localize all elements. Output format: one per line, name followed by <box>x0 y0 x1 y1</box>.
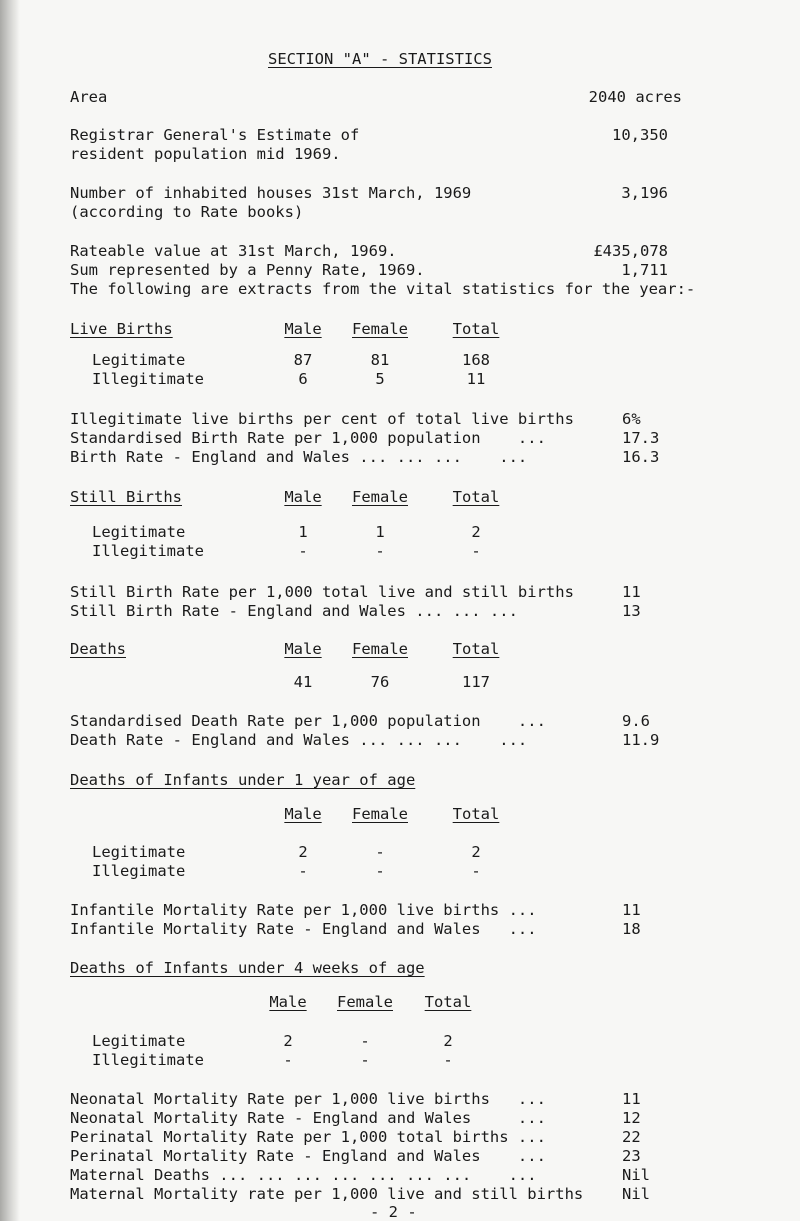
stat-label: Perinatal Mortality Rate per 1,000 total births ... <box>70 1128 546 1146</box>
neonatal-deaths-male: - <box>283 1051 293 1069</box>
page-number: - 2 - <box>370 1203 417 1221</box>
still-births-total: - <box>471 542 481 560</box>
houses-label-2: (according to Rate books) <box>70 203 304 221</box>
rateable-label: Rateable value at 31st March, 1969. <box>70 242 397 260</box>
live-births-total: 11 <box>466 370 486 388</box>
scan-edge-shadow <box>0 0 20 1221</box>
stat-value: 17.3 <box>622 429 660 447</box>
deaths-total: 117 <box>462 673 490 691</box>
stat-value: 11 <box>622 1090 641 1108</box>
still-births-row-label: Legitimate <box>92 523 186 541</box>
stat-label: Infantile Mortality Rate per 1,000 live births ... <box>70 901 537 919</box>
stat-label: Neonatal Mortality Rate per 1,000 live births ... <box>70 1090 546 1108</box>
infant-deaths-header-male: Male <box>284 805 322 823</box>
neonatal-deaths-female: - <box>360 1051 370 1069</box>
still-births-total: 2 <box>471 523 481 541</box>
still-births-female: - <box>375 542 385 560</box>
stat-value: 12 <box>622 1109 641 1127</box>
neonatal-deaths-title: Deaths of Infants under 4 weeks of age <box>70 959 425 977</box>
still-births-male: 1 <box>298 523 308 541</box>
live-births-row-label: Illegitimate <box>92 370 204 388</box>
section-title: SECTION "A" - STATISTICS <box>268 50 492 68</box>
penny-rate-value: 1,711 <box>621 261 668 279</box>
infant-deaths-row-label: Legitimate <box>92 843 186 861</box>
stat-value: 22 <box>622 1128 641 1146</box>
stat-label: Maternal Deaths ... ... ... ... ... ... ... ... <box>70 1166 537 1184</box>
stat-label: Perinatal Mortality Rate - England and Wales ... <box>70 1147 546 1165</box>
deaths-header-male: Male <box>284 640 322 658</box>
stat-label: Still Birth Rate - England and Wales ... ... ... <box>70 602 518 620</box>
stat-value: Nil <box>622 1185 650 1203</box>
stat-value: Nil <box>622 1166 650 1184</box>
neonatal-deaths-female: - <box>360 1032 370 1050</box>
live-births-female: 81 <box>370 351 390 369</box>
still-births-row-label: Illegitimate <box>92 542 204 560</box>
area-value: 2040 acres <box>588 88 682 106</box>
stat-label: Illegitimate live births per cent of total live births <box>70 410 574 428</box>
infant-deaths-total: - <box>471 862 481 880</box>
stat-label: Standardised Death Rate per 1,000 population ... <box>70 712 546 730</box>
stat-value: 6% <box>622 410 641 428</box>
live-births-header-male: Male <box>284 320 322 338</box>
stat-label: Death Rate - England and Wales ... ... ... ... <box>70 731 528 749</box>
houses-label: Number of inhabited houses 31st March, 1969 <box>70 184 472 202</box>
deaths-header-female: Female <box>352 640 408 658</box>
stat-value: 11 <box>622 901 641 919</box>
deaths-female: 76 <box>370 673 390 691</box>
infant-deaths-female: - <box>375 843 385 861</box>
neonatal-deaths-header-total: Total <box>424 993 472 1011</box>
stat-label: Maternal Mortality rate per 1,000 live and still births <box>70 1185 584 1203</box>
stat-label: Infantile Mortality Rate - England and Wales ... <box>70 920 537 938</box>
deaths-header-total: Total <box>452 640 500 658</box>
population-value: 10,350 <box>612 126 668 144</box>
rateable-value: £435,078 <box>593 242 668 260</box>
infant-deaths-male: 2 <box>298 843 308 861</box>
infant-deaths-row-label: Illegimate <box>92 862 186 880</box>
neonatal-deaths-total: 2 <box>443 1032 453 1050</box>
stat-value: 23 <box>622 1147 641 1165</box>
deaths-male: 41 <box>293 673 313 691</box>
stat-value: 9.6 <box>622 712 650 730</box>
stat-value: 11 <box>622 583 641 601</box>
stat-value: 18 <box>622 920 641 938</box>
infant-deaths-female: - <box>375 862 385 880</box>
still-births-header-total: Total <box>452 488 500 506</box>
infant-deaths-total: 2 <box>471 843 481 861</box>
live-births-header-total: Total <box>452 320 500 338</box>
population-label-2: resident population mid 1969. <box>70 145 341 163</box>
stat-label: Birth Rate - England and Wales ... ... ... ... <box>70 448 528 466</box>
deaths-title: Deaths <box>70 640 126 658</box>
live-births-total: 168 <box>462 351 490 369</box>
live-births-title: Live Births <box>70 320 173 338</box>
still-births-female: 1 <box>375 523 385 541</box>
stat-value: 13 <box>622 602 641 620</box>
live-births-header-female: Female <box>352 320 408 338</box>
extracts-note: The following are extracts from the vital statistics for the year:- <box>70 280 696 298</box>
stat-label: Standardised Birth Rate per 1,000 population ... <box>70 429 546 447</box>
infant-deaths-header-total: Total <box>452 805 500 823</box>
stat-value: 11.9 <box>622 731 660 749</box>
live-births-male: 6 <box>298 370 308 388</box>
infant-deaths-header-female: Female <box>352 805 408 823</box>
neonatal-deaths-total: - <box>443 1051 453 1069</box>
infant-deaths-title: Deaths of Infants under 1 year of age <box>70 771 416 789</box>
neonatal-deaths-header-female: Female <box>337 993 393 1011</box>
neonatal-deaths-row-label: Legitimate <box>92 1032 186 1050</box>
still-births-title: Still Births <box>70 488 182 506</box>
infant-deaths-male: - <box>298 862 308 880</box>
still-births-header-male: Male <box>284 488 322 506</box>
stat-value: 16.3 <box>622 448 660 466</box>
neonatal-deaths-male: 2 <box>283 1032 293 1050</box>
neonatal-deaths-header-male: Male <box>269 993 307 1011</box>
stat-label: Neonatal Mortality Rate - England and Wales ... <box>70 1109 546 1127</box>
population-label: Registrar General's Estimate of <box>70 126 360 144</box>
penny-rate-label: Sum represented by a Penny Rate, 1969. <box>70 261 425 279</box>
area-label: Area <box>70 88 108 106</box>
live-births-row-label: Legitimate <box>92 351 186 369</box>
stat-label: Still Birth Rate per 1,000 total live and still births <box>70 583 574 601</box>
live-births-female: 5 <box>375 370 385 388</box>
still-births-header-female: Female <box>352 488 408 506</box>
houses-value: 3,196 <box>621 184 668 202</box>
still-births-male: - <box>298 542 308 560</box>
live-births-male: 87 <box>293 351 313 369</box>
neonatal-deaths-row-label: Illegitimate <box>92 1051 204 1069</box>
